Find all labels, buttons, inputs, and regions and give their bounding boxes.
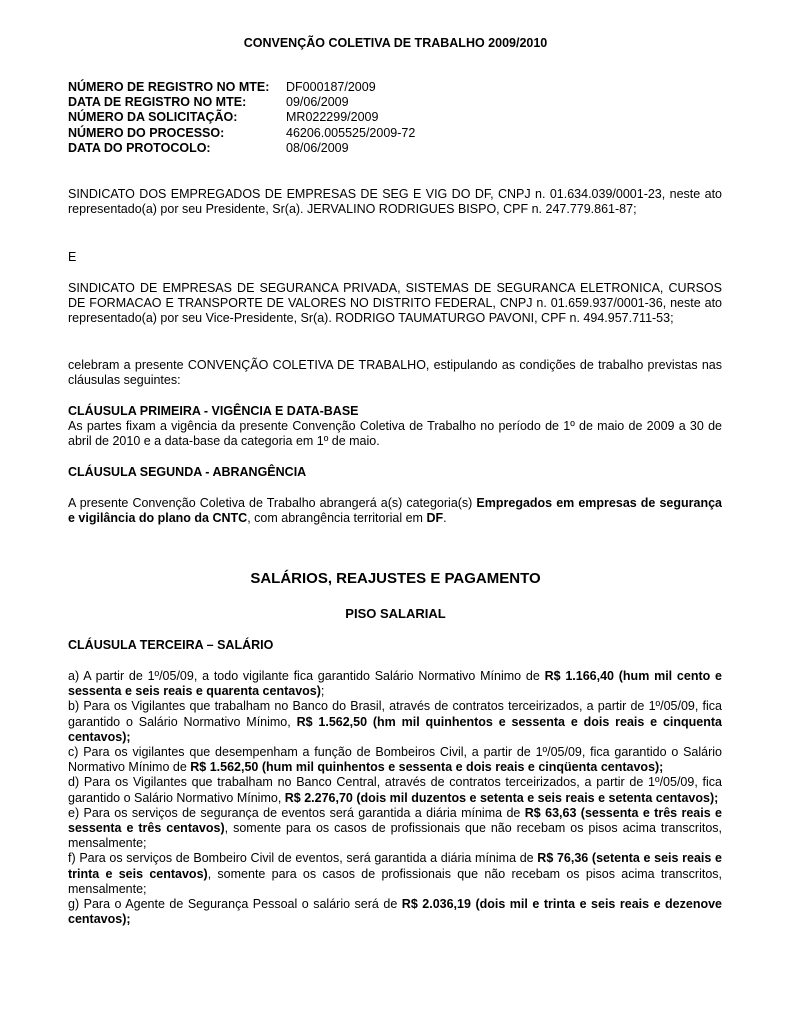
salary-item-text: f) Para os serviços de Bombeiro Civil de eventos, será garantida a diária mínima de <box>68 851 538 866</box>
clause-second-category: Empregados em empresas de segurança e vigilância do plano da CNTC <box>68 496 722 526</box>
registration-label: NÚMERO DO PROCESSO: <box>68 125 225 140</box>
clause-third-body <box>68 669 722 927</box>
registration-label: DATA DO PROTOCOLO: <box>68 140 211 155</box>
clause-second-text-a: A presente Convenção Coletiva de Trabalho abrangerá a(s) categoria(s) <box>68 496 477 510</box>
conjunction-paragraph <box>68 250 722 265</box>
salary-item-amount: R$ 1.562,50 (hum mil quinhentos e sessenta e dois reais e cinqüenta centavos); <box>190 760 664 775</box>
clause-second-text <box>68 496 722 526</box>
registration-value: 46206.005525/2009-72 <box>286 125 416 140</box>
clause-first-title: CLÁUSULA PRIMEIRA - VIGÊNCIA E DATA-BASE <box>68 404 359 418</box>
registration-row <box>68 141 415 156</box>
registration-value: DF000187/2009 <box>286 80 376 94</box>
preamble-text: celebram a presente CONVENÇÃO COLETIVA DE TRABALHO, estipulando as condições de trabalho previstas nas cláusulas seguintes: <box>68 358 722 388</box>
salary-item-amount: R$ 2.036,19 (dois mil e trinta e seis reais e dezenove centavos); <box>68 897 722 927</box>
clause-second-text-c: , com abrangência territorial em <box>247 511 427 526</box>
salary-item-text: , somente para os casos de profissionais que não recebam os pisos acima transcritos, mensalmente; <box>68 866 722 896</box>
salary-item-amount: R$ 63,63 (sessenta e três reais e sessenta e três centavos) <box>68 805 723 836</box>
clause-first-text: As partes fixam a vigência da presente Convenção Coletiva de Trabalho no período de 1º de maio de 2009 a 30 de abril de 2010 e a data-base da categoria em 1º de maio. <box>68 419 722 449</box>
salary-item <box>68 699 722 745</box>
registration-label: DATA DE REGISTRO NO MTE: <box>68 95 247 110</box>
registration-row <box>68 80 415 95</box>
salary-item-text: c) Para os vigilantes que desempenham a função de Bombeiros Civil, a partir de 1º/05/09, fica garantido o Salário Normativo Mínimo de <box>68 745 722 775</box>
salary-item-amount: R$ 1.166,40 (hum mil cento e sessenta e seis reais e quarenta centavos) <box>68 669 722 699</box>
salary-item-text: d) Para os Vigilantes que trabalham no Banco Central, através de contratos terceirizados, a partir de 1º/05/09, fica garantido o Salário Normativo Mínimo, <box>68 775 722 805</box>
salary-item <box>68 806 722 852</box>
salary-item <box>68 669 722 699</box>
salary-item-text: b) Para os Vigilantes que trabalham no Banco do Brasil, através de contratos terceirizados, a partir de 1º/05/09, fica garantido o Salário Normativo Mínimo, <box>68 699 722 729</box>
subsection-title: PISO SALARIAL <box>345 606 446 621</box>
party-employers-text: SINDICATO DE EMPRESAS DE SEGURANCA PRIVADA, SISTEMAS DE SEGURANCA ELETRONICA, CURSOS DE FORMACAO E TRANSPORTE DE VALORES NO DISTRITO FEDERAL, CNPJ n. 01.659.937/0001-36, neste ato representado(a) por seu Vice-Presidente, Sr(a). RODRIGO TAUMATURGO PAVONI, CPF n. 494.957.711-53; <box>68 281 722 326</box>
preamble-paragraph <box>68 358 722 388</box>
salary-item-text: a) A partir de 1º/05/09, a todo vigilante fica garantido Salário Normativo Mínimo de <box>68 669 545 683</box>
registration-label: NÚMERO DE REGISTRO NO MTE: <box>68 80 270 94</box>
registration-row <box>68 126 415 141</box>
clause-second-body <box>68 496 722 526</box>
salary-item <box>68 897 722 927</box>
party-employees-paragraph <box>68 187 722 217</box>
salary-item-text: g) Para o Agente de Segurança Pessoal o salário será de <box>68 897 402 912</box>
section-title: SALÁRIOS, REAJUSTES E PAGAMENTO <box>250 570 541 587</box>
clause-first-body <box>68 419 722 449</box>
salary-item-text: ; <box>320 684 325 699</box>
salary-item-amount: R$ 2.276,70 (dois mil duzentos e setenta e seis reais e setenta centavos); <box>284 790 719 805</box>
document-title: CONVENÇÃO COLETIVA DE TRABALHO 2009/2010 <box>243 36 548 50</box>
registration-value: 09/06/2009 <box>286 95 349 110</box>
party-employers-paragraph <box>68 281 722 327</box>
salary-item-text: e) Para os serviços de segurança de eventos será garantida a diária mínima de <box>68 805 525 820</box>
clause-second-territory: DF <box>426 511 444 526</box>
conjunction-text: E <box>68 250 77 264</box>
salary-item <box>68 775 722 805</box>
clause-second-text-e: . <box>443 511 447 526</box>
registration-label: NÚMERO DA SOLICITAÇÃO: <box>68 110 238 125</box>
salary-item-amount: R$ 1.562,50 (hm mil quinhentos e sessenta e dois reais e cinquenta centavos); <box>68 714 723 744</box>
salary-item-amount: R$ 76,36 (setenta e seis reais e trinta e seis centavos) <box>68 851 722 881</box>
registration-row <box>68 95 415 110</box>
registration-row <box>68 110 415 125</box>
registration-value: 08/06/2009 <box>286 140 349 155</box>
party-employees-text: SINDICATO DOS EMPREGADOS DE EMPRESAS DE SEG E VIG DO DF, CNPJ n. 01.634.039/0001-23, neste ato representado(a) por seu Presidente, Sr(a). JERVALINO RODRIGUES BISPO, CPF n. 247.779.861-87; <box>68 187 722 217</box>
salary-item-text: , somente para os casos de profissionais que não recebam os pisos acima transcritos, mensalmente; <box>68 821 723 851</box>
clause-second-title: CLÁUSULA SEGUNDA - ABRANGÊNCIA <box>68 465 307 479</box>
salary-item <box>68 745 722 775</box>
salary-item <box>68 851 722 897</box>
clause-third-title: CLÁUSULA TERCEIRA – SALÁRIO <box>68 638 274 652</box>
registration-value: MR022299/2009 <box>286 110 379 125</box>
registration-block <box>68 80 415 156</box>
